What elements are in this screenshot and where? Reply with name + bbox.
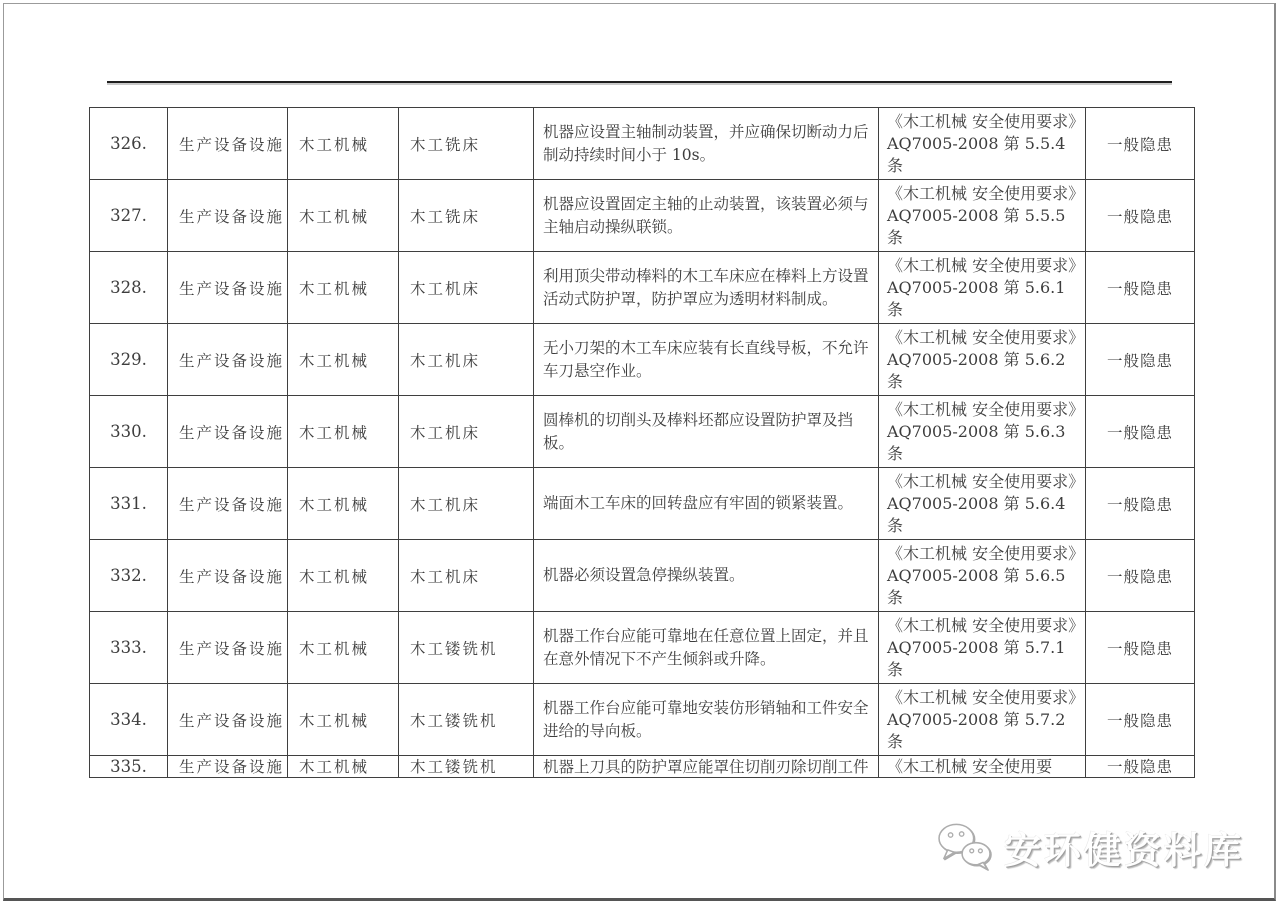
description-cell: 机器上刀具的防护罩应能罩住切削刃除切削工件: [534, 756, 879, 778]
watermark: [936, 818, 1244, 876]
description-cell: 机器必须设置急停操纵装置。: [534, 540, 879, 612]
table-row: [90, 468, 1195, 540]
hazard-level-cell: 一般隐患: [1086, 684, 1195, 756]
reference-cell: 《木工机械 安全使用要求》AQ7005-2008 第 5.6.3 条: [879, 396, 1086, 468]
hazard-level-cell: 一般隐患: [1086, 468, 1195, 540]
reference-cell: 《木工机械 安全使用要求》AQ7005-2008 第 5.6.5 条: [879, 540, 1086, 612]
machine-group-cell: 木工机械: [288, 612, 399, 684]
hazard-level-cell: 一般隐患: [1086, 108, 1195, 180]
equipment-cell: 木工机床: [399, 468, 534, 540]
row-number-cell: 335.: [90, 756, 168, 778]
hazard-level-cell: 一般隐患: [1086, 540, 1195, 612]
hazard-level-cell: 一般隐患: [1086, 180, 1195, 252]
equipment-cell: 木工镂铣机: [399, 684, 534, 756]
category-cell: 生产设备设施: [168, 540, 288, 612]
equipment-cell: 木工铣床: [399, 108, 534, 180]
machine-group-cell: 木工机械: [288, 684, 399, 756]
reference-cell: 《木工机械 安全使用要求》AQ7005-2008 第 5.6.1 条: [879, 252, 1086, 324]
wechat-icon: [936, 822, 994, 872]
reference-cell: 《木工机械 安全使用要求》AQ7005-2008 第 5.7.1 条: [879, 612, 1086, 684]
header-rule: [107, 81, 1172, 83]
machine-group-cell: 木工机械: [288, 540, 399, 612]
row-number-cell: 326.: [90, 108, 168, 180]
reference-cell: 《木工机械 安全使用要求》AQ7005-2008 第 5.5.4 条: [879, 108, 1086, 180]
table-row: [90, 612, 1195, 684]
description-cell: 机器应设置主轴制动装置，并应确保切断动力后制动持续时间小于 10s。: [534, 108, 879, 180]
row-number-cell: 330.: [90, 396, 168, 468]
description-cell: 机器工作台应能可靠地在任意位置上固定，并且在意外情况下不产生倾斜或升降。: [534, 612, 879, 684]
machine-group-cell: 木工机械: [288, 396, 399, 468]
reference-cell: 《木工机械 安全使用要求》AQ7005-2008 第 5.5.5 条: [879, 180, 1086, 252]
table-row: [90, 324, 1195, 396]
equipment-cell: 木工镂铣机: [399, 756, 534, 778]
machine-group-cell: 木工机械: [288, 180, 399, 252]
equipment-cell: 木工机床: [399, 396, 534, 468]
equipment-cell: 木工铣床: [399, 180, 534, 252]
equipment-cell: 木工机床: [399, 324, 534, 396]
table-row: [90, 540, 1195, 612]
table-row: [90, 108, 1195, 180]
table-row: [90, 180, 1195, 252]
hazard-table-container: [89, 107, 1194, 778]
row-number-cell: 334.: [90, 684, 168, 756]
category-cell: 生产设备设施: [168, 180, 288, 252]
machine-group-cell: 木工机械: [288, 108, 399, 180]
equipment-cell: 木工机床: [399, 252, 534, 324]
row-number-cell: 329.: [90, 324, 168, 396]
category-cell: 生产设备设施: [168, 108, 288, 180]
table-row: [90, 756, 1195, 778]
table-row: [90, 684, 1195, 756]
description-cell: 无小刀架的木工车床应装有长直线导板，不允许车刀悬空作业。: [534, 324, 879, 396]
category-cell: 生产设备设施: [168, 684, 288, 756]
category-cell: 生产设备设施: [168, 756, 288, 778]
machine-group-cell: 木工机械: [288, 324, 399, 396]
equipment-cell: 木工镂铣机: [399, 612, 534, 684]
hazard-level-cell: 一般隐患: [1086, 396, 1195, 468]
hazard-table: [89, 107, 1195, 778]
description-cell: 利用顶尖带动棒料的木工车床应在棒料上方设置活动式防护罩，防护罩应为透明材料制成。: [534, 252, 879, 324]
hazard-level-cell: 一般隐患: [1086, 324, 1195, 396]
watermark-text: 安环健资料库: [1004, 828, 1244, 872]
row-number-cell: 331.: [90, 468, 168, 540]
table-row: [90, 396, 1195, 468]
row-number-cell: 333.: [90, 612, 168, 684]
reference-cell: 《木工机械 安全使用要求》AQ7005-2008 第 5.6.2 条: [879, 324, 1086, 396]
category-cell: 生产设备设施: [168, 324, 288, 396]
machine-group-cell: 木工机械: [288, 756, 399, 778]
hazard-level-cell: 一般隐患: [1086, 252, 1195, 324]
table-row: [90, 252, 1195, 324]
machine-group-cell: 木工机械: [288, 252, 399, 324]
description-cell: 机器工作台应能可靠地安装仿形销轴和工件安全进给的导向板。: [534, 684, 879, 756]
category-cell: 生产设备设施: [168, 396, 288, 468]
hazard-level-cell: 一般隐患: [1086, 756, 1195, 778]
description-cell: 圆棒机的切削头及棒料坯都应设置防护罩及挡板。: [534, 396, 879, 468]
row-number-cell: 332.: [90, 540, 168, 612]
hazard-table-body: [90, 108, 1195, 778]
hazard-level-cell: 一般隐患: [1086, 612, 1195, 684]
machine-group-cell: 木工机械: [288, 468, 399, 540]
category-cell: 生产设备设施: [168, 612, 288, 684]
reference-cell: 《木工机械 安全使用要求》AQ7005-2008 第 5.7.2 条: [879, 684, 1086, 756]
category-cell: 生产设备设施: [168, 252, 288, 324]
description-cell: 端面木工车床的回转盘应有牢固的锁紧装置。: [534, 468, 879, 540]
category-cell: 生产设备设施: [168, 468, 288, 540]
reference-cell: 《木工机械 安全使用要求》AQ7005-2008 第 5.6.4 条: [879, 468, 1086, 540]
equipment-cell: 木工机床: [399, 540, 534, 612]
row-number-cell: 328.: [90, 252, 168, 324]
row-number-cell: 327.: [90, 180, 168, 252]
description-cell: 机器应设置固定主轴的止动装置，该装置必须与主轴启动操纵联锁。: [534, 180, 879, 252]
reference-cell: 《木工机械 安全使用要: [879, 756, 1086, 778]
